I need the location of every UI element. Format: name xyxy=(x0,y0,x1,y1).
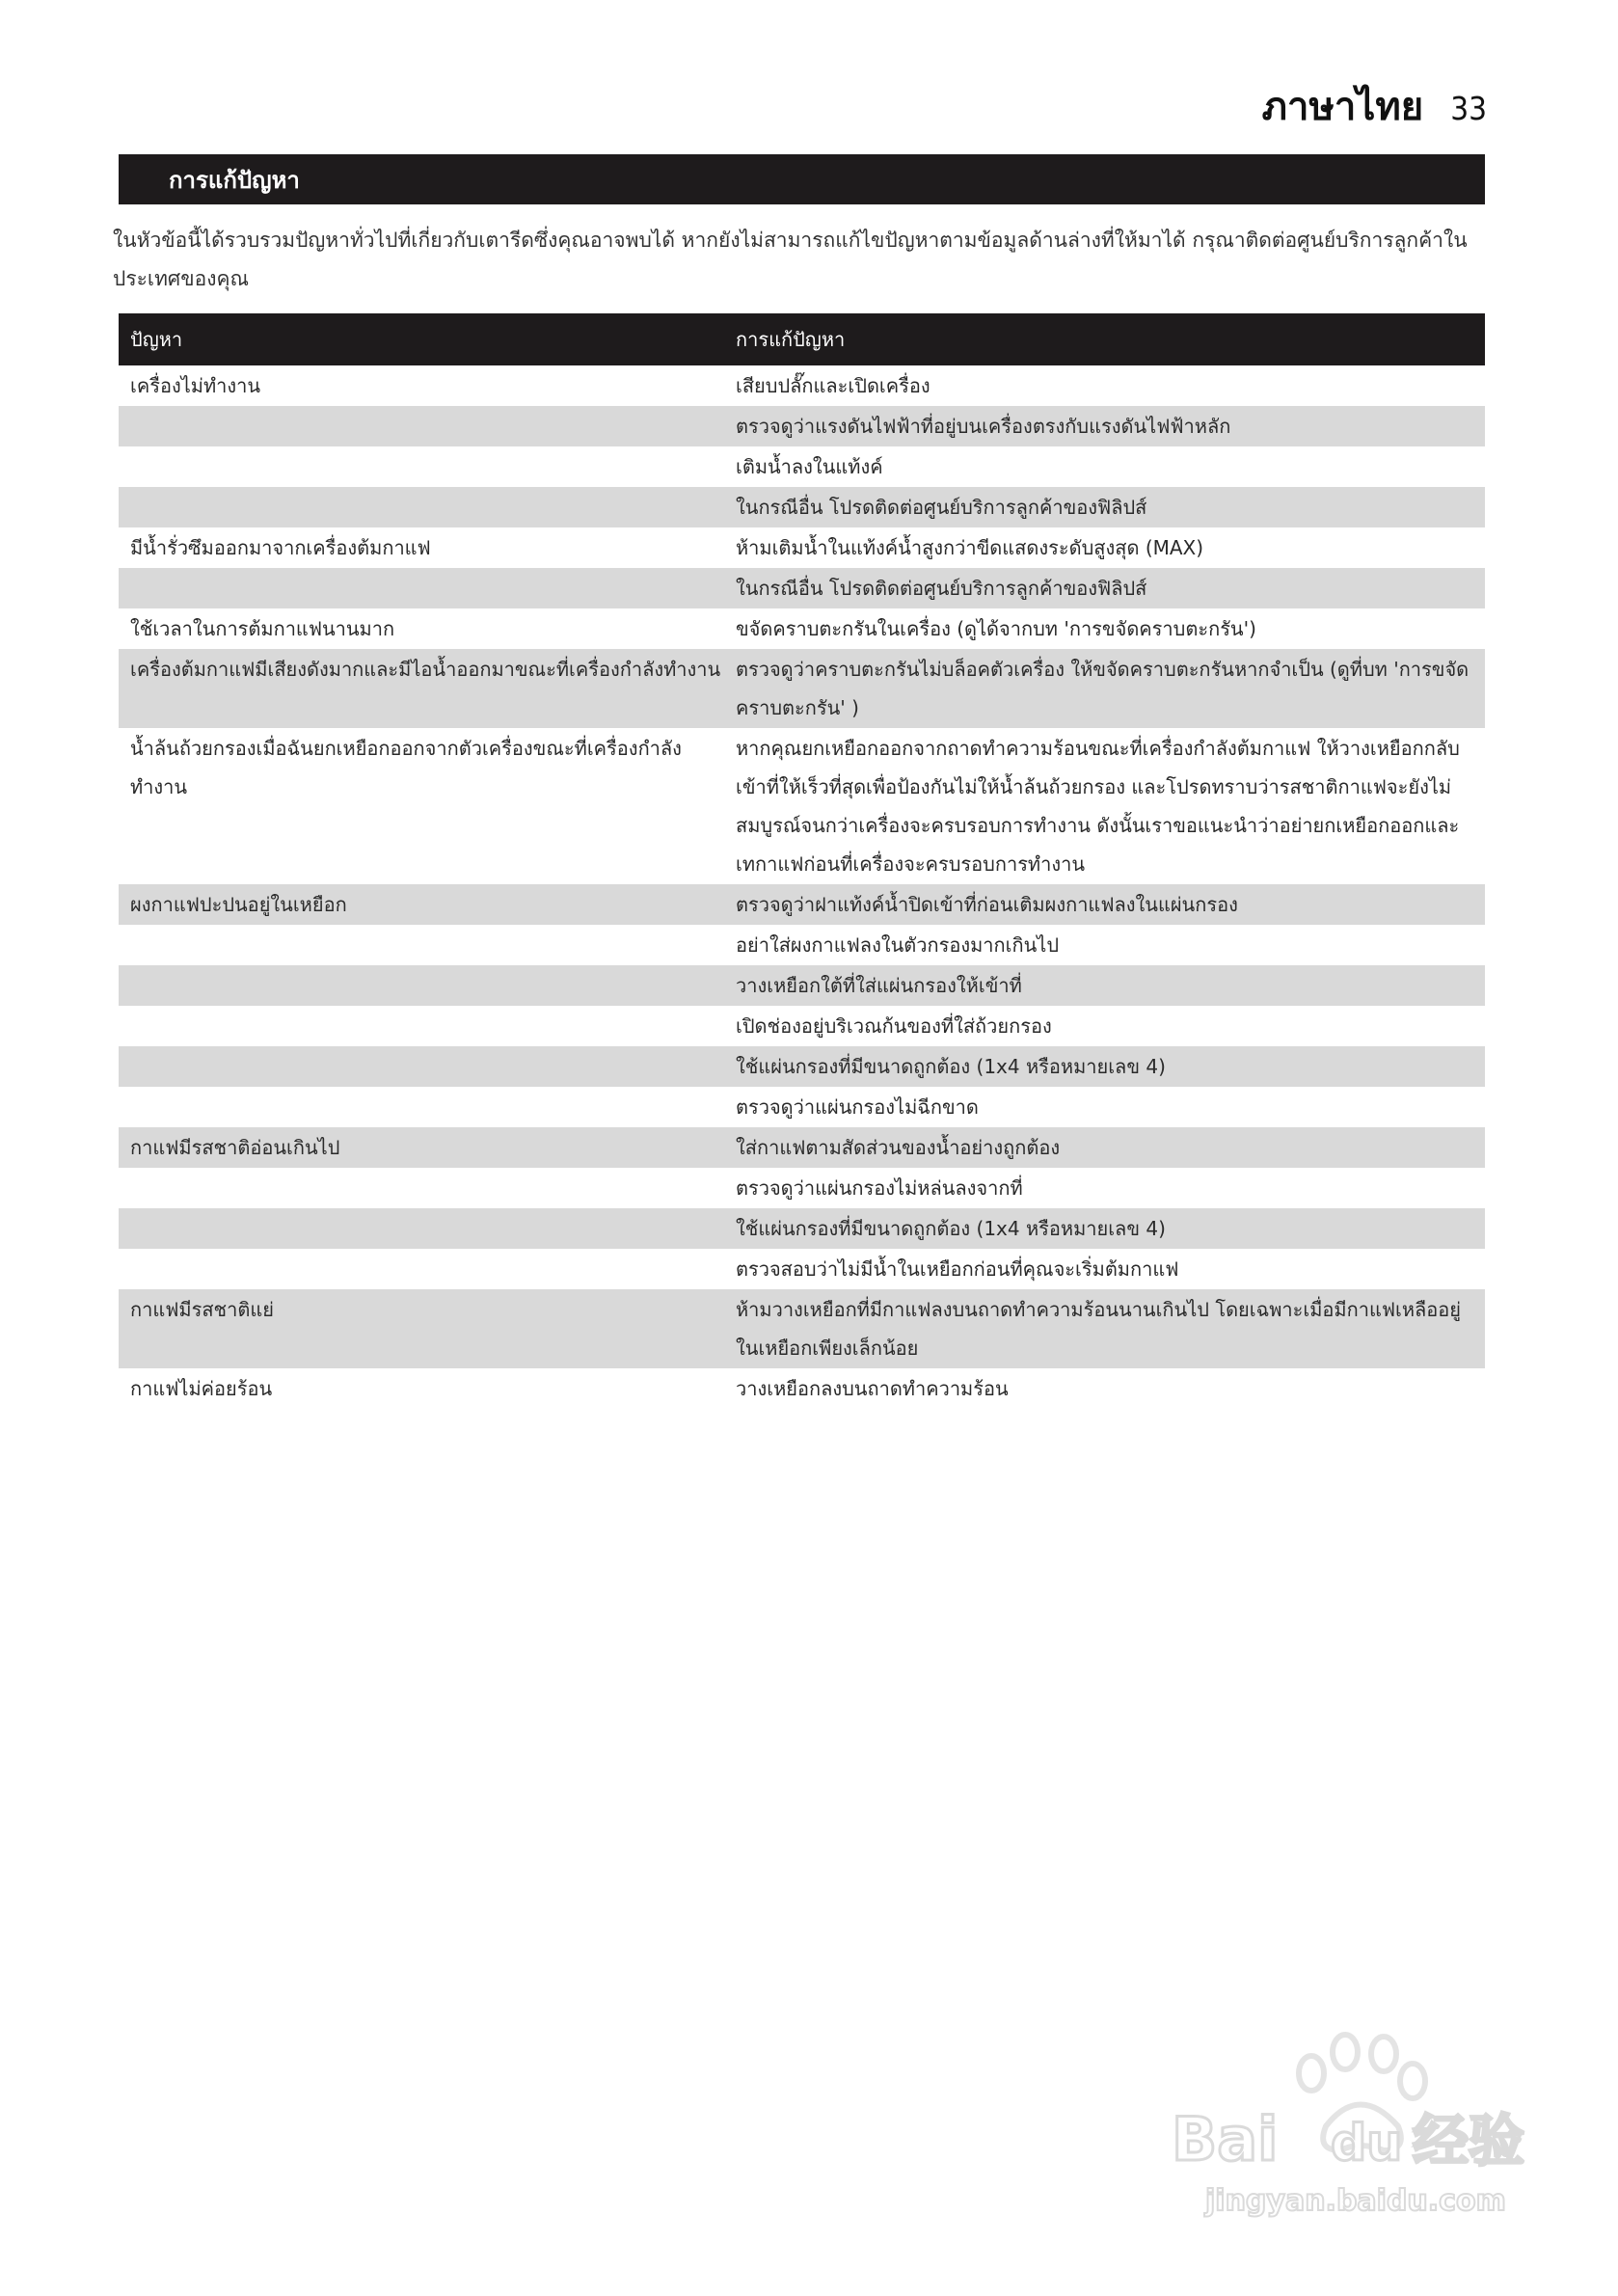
watermark-product: 经验 xyxy=(1413,2108,1525,2174)
problem-cell xyxy=(119,1168,736,1208)
table-row xyxy=(119,365,1485,406)
problem-cell: น้ำล้นถ้วยกรองเมื่อฉันยกเหยือกออกจากตัวเครื่องขณะที่เครื่องกำลังทำงาน xyxy=(130,737,682,798)
solution-cell: เปิดช่องอยู่บริเวณก้นของที่ใส่ถ้วยกรอง xyxy=(736,1014,1052,1038)
watermark-brand: Bai xyxy=(1172,2104,1279,2174)
table-row xyxy=(119,728,1485,884)
solution-cell: ในกรณีอื่น โปรดติดต่อศูนย์บริการลูกค้าของฟิลิปส์ xyxy=(736,496,1147,519)
section-title-bar xyxy=(119,154,1485,204)
solution-cell: ในกรณีอื่น โปรดติดต่อศูนย์บริการลูกค้าของฟิลิปส์ xyxy=(736,577,1147,600)
page-header xyxy=(1262,75,1487,137)
solution-cell: ตรวจดูว่าฝาแท้งค์น้ำปิดเข้าที่ก่อนเติมผงกาแฟลงในแผ่นกรอง xyxy=(736,893,1238,916)
table-row xyxy=(119,446,1485,487)
table-row xyxy=(119,406,1485,446)
header-solution: การแก้ปัญหา xyxy=(736,328,846,351)
language-title: ภาษาไทย xyxy=(1261,85,1424,129)
solution-cell: วางเหยือกลงบนถาดทำความร้อน xyxy=(736,1377,1009,1400)
solution-cell: ตรวจดูว่าแผ่นกรองไม่หล่นลงจากที่ xyxy=(736,1176,1023,1200)
problem-cell xyxy=(119,487,736,527)
problem-cell: เครื่องต้มกาแฟมีเสียงดังมากและมีไอน้ำออกมาขณะที่เครื่องกำลังทำงาน xyxy=(130,658,721,681)
page-number: 33 xyxy=(1450,90,1487,127)
table-body xyxy=(119,365,1485,1409)
table-row xyxy=(119,1127,1485,1168)
solution-cell: ใช้แผ่นกรองที่มีขนาดถูกต้อง (1x4 หรือหมายเลข 4) xyxy=(736,1055,1166,1078)
table-row xyxy=(119,965,1485,1006)
problem-cell xyxy=(119,1006,736,1046)
problem-cell: เครื่องไม่ทำงาน xyxy=(130,374,261,397)
problem-cell: กาแฟมีรสชาติอ่อนเกินไป xyxy=(130,1136,340,1159)
table-row xyxy=(119,608,1485,649)
table-row xyxy=(119,487,1485,527)
problem-cell: กาแฟไม่ค่อยร้อน xyxy=(130,1377,273,1400)
table-row xyxy=(119,1289,1485,1368)
table-row xyxy=(119,1208,1485,1249)
solution-cell: เติมน้ำลงในแท้งค์ xyxy=(736,455,883,478)
problem-cell xyxy=(119,1208,736,1249)
table-row xyxy=(119,527,1485,568)
troubleshooting-table xyxy=(119,313,1485,1409)
problem-cell xyxy=(119,568,736,608)
solution-cell: ใส่กาแฟตามสัดส่วนของน้ำอย่างถูกต้อง xyxy=(736,1136,1061,1159)
solution-cell: ตรวจสอบว่าไม่มีน้ำในเหยือกก่อนที่คุณจะเริ่มต้มกาแฟ xyxy=(736,1257,1179,1281)
problem-cell: มีน้ำรั่วซึมออกมาจากเครื่องต้มกาแฟ xyxy=(130,536,431,559)
solution-cell: ตรวจดูว่าแรงดันไฟฟ้าที่อยู่บนเครื่องตรงกับแรงดันไฟฟ้าหลัก xyxy=(736,415,1231,438)
solution-cell: ห้ามเติมน้ำในแท้งค์น้ำสูงกว่าขีดแสดงระดับสูงสุด (MAX) xyxy=(736,536,1204,559)
table-row xyxy=(119,1168,1485,1208)
problem-cell: ผงกาแฟปะปนอยู่ในเหยือก xyxy=(130,893,347,916)
section-title: การแก้ปัญหา xyxy=(169,166,300,194)
problem-cell xyxy=(119,446,736,487)
table-row xyxy=(119,1046,1485,1087)
table-row xyxy=(119,649,1485,728)
problem-cell: ใช้เวลาในการต้มกาแฟนานมาก xyxy=(130,617,395,640)
solution-cell: ตรวจดูว่าแผ่นกรองไม่ฉีกขาด xyxy=(736,1095,979,1119)
intro-paragraph: ในหัวข้อนี้ได้รวบรวมปัญหาทั่วไปที่เกี่ยวกับเตารีดซึ่งคุณอาจพบได้ หากยังไม่สามารถแก้ไขปัญหาตามข้อมูลด้านล่างที่ให้มาได้ กรุณาติดต่อศูนย์บริการลูกค้าในประเทศของคุณ xyxy=(113,229,1468,290)
solution-cell: อย่าใส่ผงกาแฟลงในตัวกรองมากเกินไป xyxy=(736,933,1060,957)
table-row xyxy=(119,1006,1485,1046)
table-row xyxy=(119,1087,1485,1127)
table-row xyxy=(119,1368,1485,1409)
table-row xyxy=(119,1249,1485,1289)
watermark-url: jingyan.baidu.com xyxy=(1205,2184,1506,2218)
problem-cell xyxy=(119,925,736,965)
solution-cell: ใช้แผ่นกรองที่มีขนาดถูกต้อง (1x4 หรือหมายเลข 4) xyxy=(736,1217,1166,1240)
table-row xyxy=(119,568,1485,608)
solution-cell: ตรวจดูว่าคราบตะกรันไม่บล็อคตัวเครื่อง ให้ขจัดคราบตะกรันหากจำเป็น (ดูที่บท 'การขจัดคราบตะกรัน' ) xyxy=(736,658,1470,719)
problem-cell xyxy=(119,965,736,1006)
table-row xyxy=(119,884,1485,925)
watermark-brand-suffix: du xyxy=(1331,2115,1403,2173)
solution-cell: ห้ามวางเหยือกที่มีกาแฟลงบนถาดทำความร้อนนานเกินไป โดยเฉพาะเมื่อมีกาแฟเหลืออยู่ในเหยือกเพียงเล็กน้อย xyxy=(736,1298,1462,1360)
solution-cell: วางเหยือกใต้ที่ใส่แผ่นกรองให้เข้าที่ xyxy=(736,974,1022,997)
problem-cell xyxy=(119,1249,736,1289)
solution-cell: หากคุณยกเหยือกออกจากถาดทำความร้อนขณะที่เครื่องกำลังต้มกาแฟ ให้วางเหยือกกลับเข้าที่ให้เร็วที่สุดเพื่อป้องกันไม่ให้น้ำล้นถ้วยกรอง และโปรดทราบว่ารสชาติกาแฟจะยังไม่สมบูรณ์จนกว่าเครื่องจะครบรอบการทำงาน ดังนั้นเราขอแนะนำว่าอย่ายกเหยือกออกและเทกาแฟก่อนที่เครื่องจะครบรอบการทำงาน xyxy=(736,737,1460,876)
table-header xyxy=(119,313,1485,365)
baidu-jingyan-watermark xyxy=(1152,2006,1557,2228)
problem-cell xyxy=(119,406,736,446)
solution-cell: ขจัดคราบตะกรันในเครื่อง (ดูได้จากบท 'การขจัดคราบตะกรัน') xyxy=(736,617,1256,640)
table-row xyxy=(119,925,1485,965)
solution-cell: เสียบปลั๊กและเปิดเครื่อง xyxy=(736,374,930,397)
problem-cell xyxy=(119,1046,736,1087)
problem-cell: กาแฟมีรสชาติแย่ xyxy=(130,1298,274,1321)
problem-cell xyxy=(119,1087,736,1127)
header-problem: ปัญหา xyxy=(130,328,183,351)
